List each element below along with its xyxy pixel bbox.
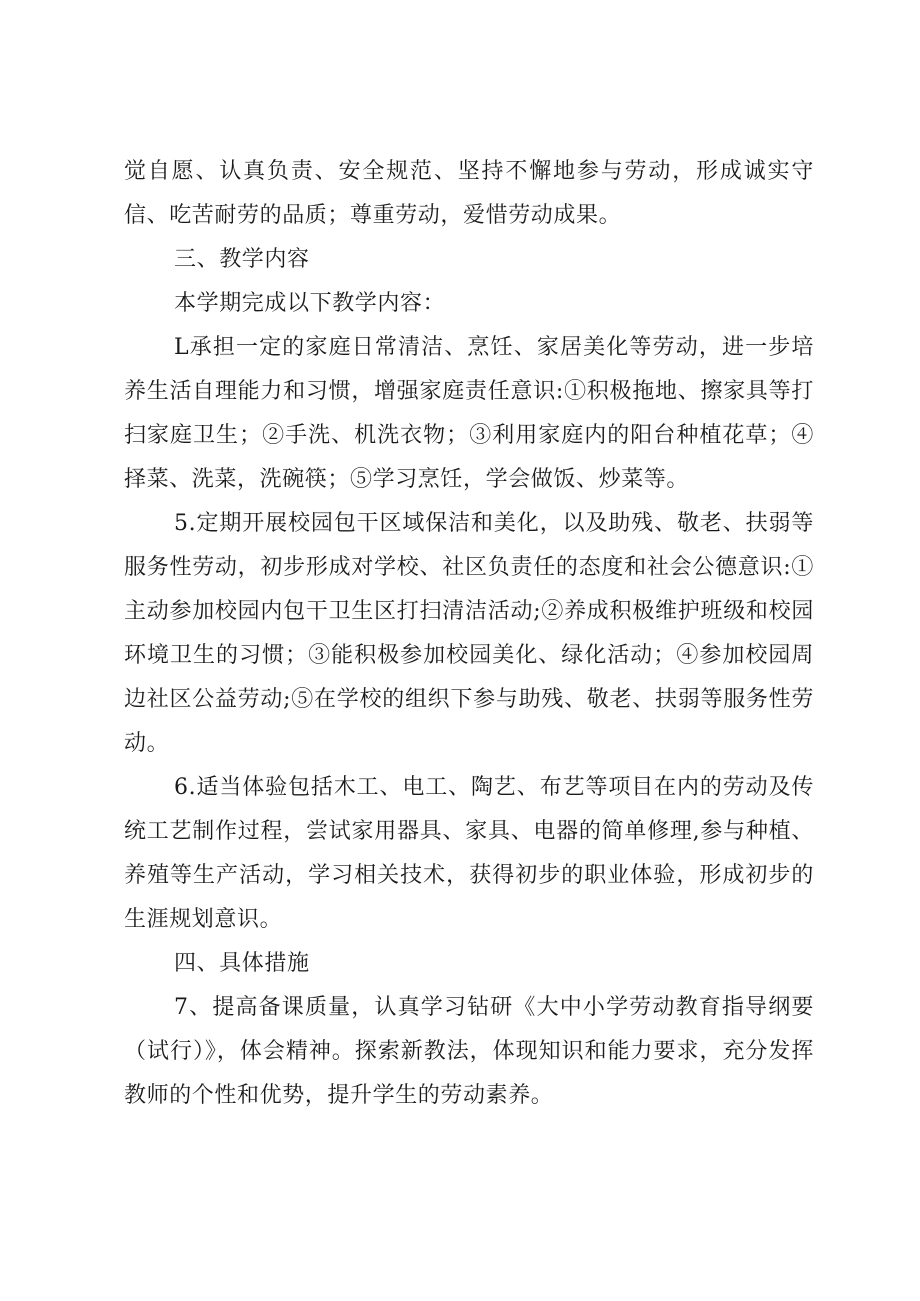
- paragraph-item-crafts: 6.适当体验包括木工、电工、陶艺、布艺等项目在内的劳动及传统工艺制作过程，尝试家用器具、家具、电器的简单修理,参与种植、养殖等生产活动，学习相关技术，获得初步的职业体验，形成初步的生涯规划意识。: [124, 775, 814, 932]
- section-heading-measures: 四、具体措施: [174, 951, 310, 976]
- section-heading-teaching-content: 三、教学内容: [174, 247, 310, 272]
- paragraph-item-campus: 5.定期开展校园包干区域保洁和美化，以及助残、敬老、扶弱等服务性劳动，初步形成对学校、社区负责任的态度和社会公德意识:①主动参加校园内包干卫生区打扫清洁活动;②养成积极维护班级和校园环境卫生的习惯；③能积极参加校园美化、绿化活动；④参加校园周边社区公益劳动;⑤在学校的组织下参与助残、敬老、扶弱等服务性劳动。: [124, 511, 814, 756]
- paragraph-intro: 本学期完成以下教学内容：: [174, 291, 446, 316]
- document-body: [124, 150, 814, 1118]
- paragraph-item-household: L承担一定的家庭日常清洁、烹饪、家居美化等劳动，进一步培养生活自理能力和习惯，增强家庭责任意识:①积极拖地、擦家具等打扫家庭卫生；②手洗、机洗衣物；③利用家庭内的阳台种植花草；④择菜、洗菜，洗碗筷；⑤学习烹饪，学会做饭、炒菜等。: [124, 335, 814, 492]
- paragraph-continuation: 觉自愿、认真负责、安全规范、坚持不懈地参与劳动，形成诚实守信、吃苦耐劳的品质；尊重劳动，爱惜劳动成果。: [124, 159, 814, 228]
- paragraph-item-lesson-prep: 7、提高备课质量，认真学习钻研《大中小学劳动教育指导纲要（试行）》，体会精神。探索新教法，体现知识和能力要求，充分发挥教师的个性和优势，提升学生的劳动素养。: [124, 995, 814, 1108]
